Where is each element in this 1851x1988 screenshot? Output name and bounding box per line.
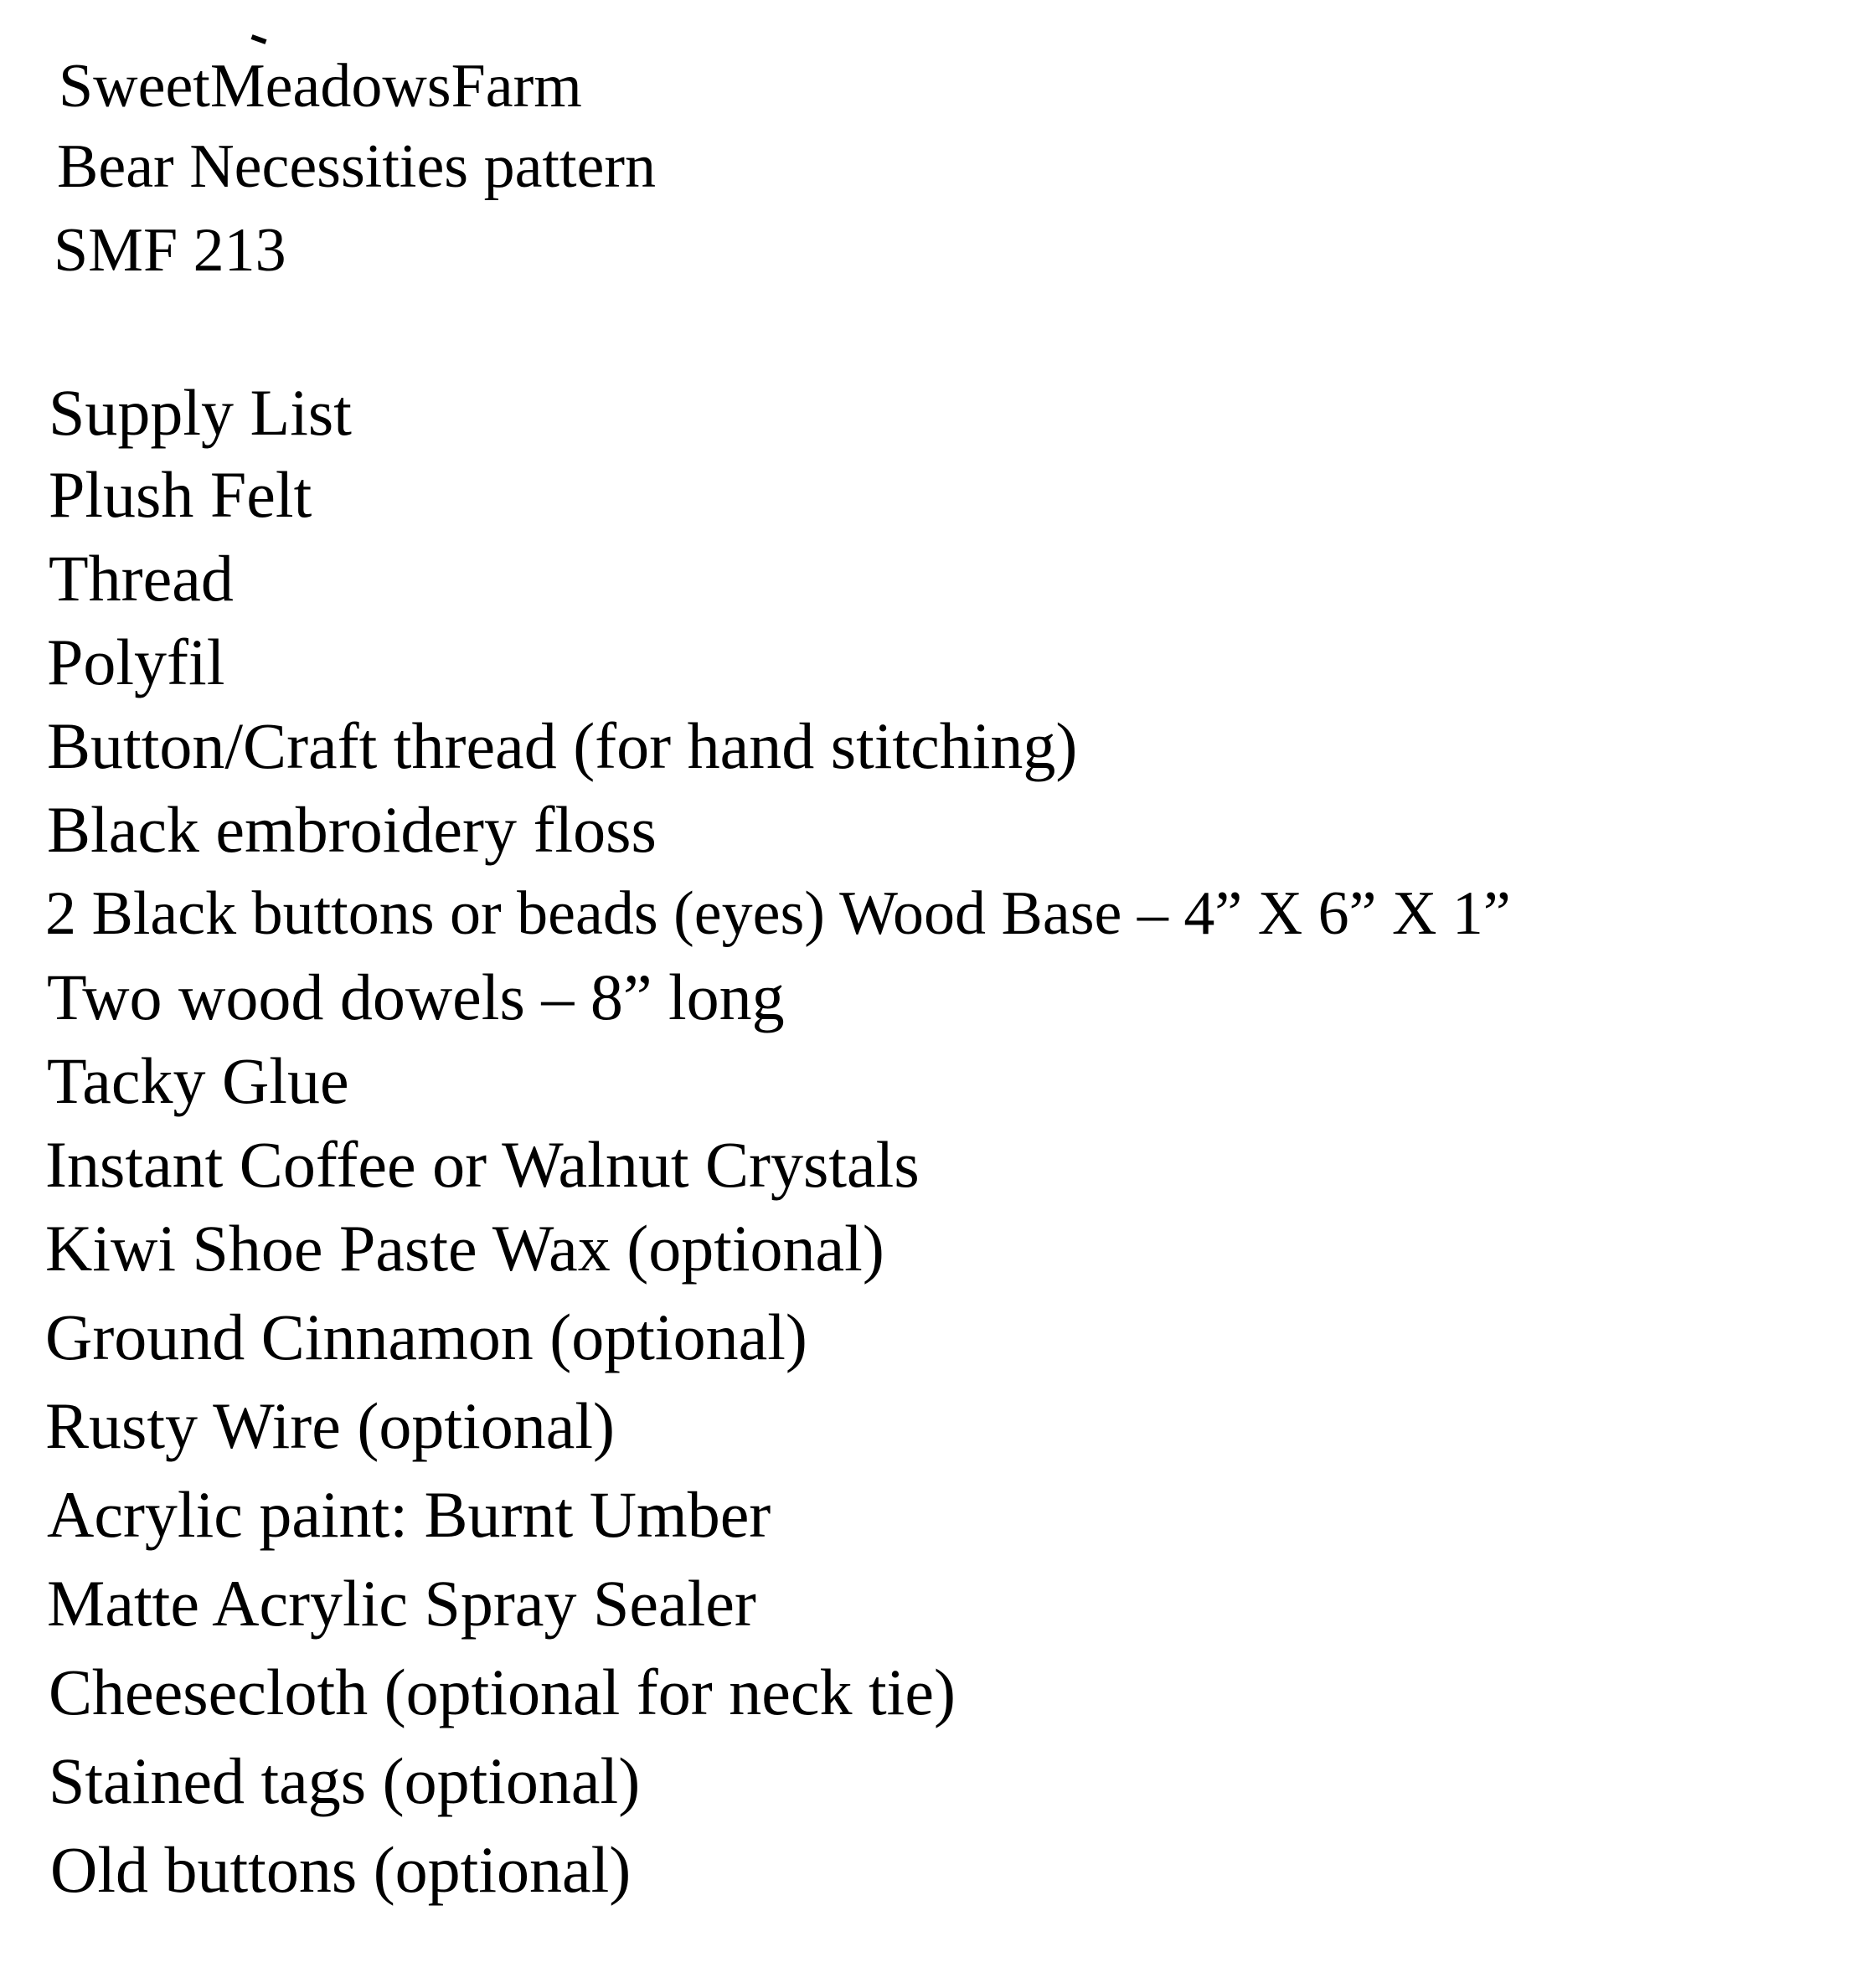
supply-item: Cheesecloth (optional for neck tie) [49,1656,956,1728]
company-name: SweetMeadowsFarm [59,52,582,121]
pattern-name: Bear Necessities pattern [57,132,657,201]
supply-item: Rusty Wire (optional) [45,1389,615,1462]
supply-item: Two wood dowels – 8” long [47,961,785,1033]
supply-item: Matte Acrylic Spray Sealer [47,1567,756,1640]
supply-item: Polyfil [47,626,225,698]
supply-item: 2 Black buttons or beads (eyes) Wood Base – 4” X 6” X 1” [45,879,1511,948]
supply-item: Button/Craft thread (for hand stitching) [47,709,1078,782]
supply-item: Tacky Glue [47,1044,349,1117]
scan-mark [251,34,267,44]
supply-item: Plush Felt [49,458,312,531]
supply-list-heading: Supply List [49,376,352,449]
supply-item: Ground Cinnamon (optional) [45,1300,807,1373]
pattern-code: SMF 213 [54,216,286,285]
supply-item: Old buttons (optional) [50,1833,632,1906]
supply-item: Kiwi Shoe Paste Wax (optional) [45,1212,884,1285]
supply-item: Black embroidery floss [47,793,657,866]
supply-item: Instant Coffee or Walnut Crystals [45,1128,920,1201]
supply-item: Stained tags (optional) [49,1744,641,1817]
supply-item: Thread [49,542,234,615]
supply-item: Acrylic paint: Burnt Umber [47,1478,771,1551]
